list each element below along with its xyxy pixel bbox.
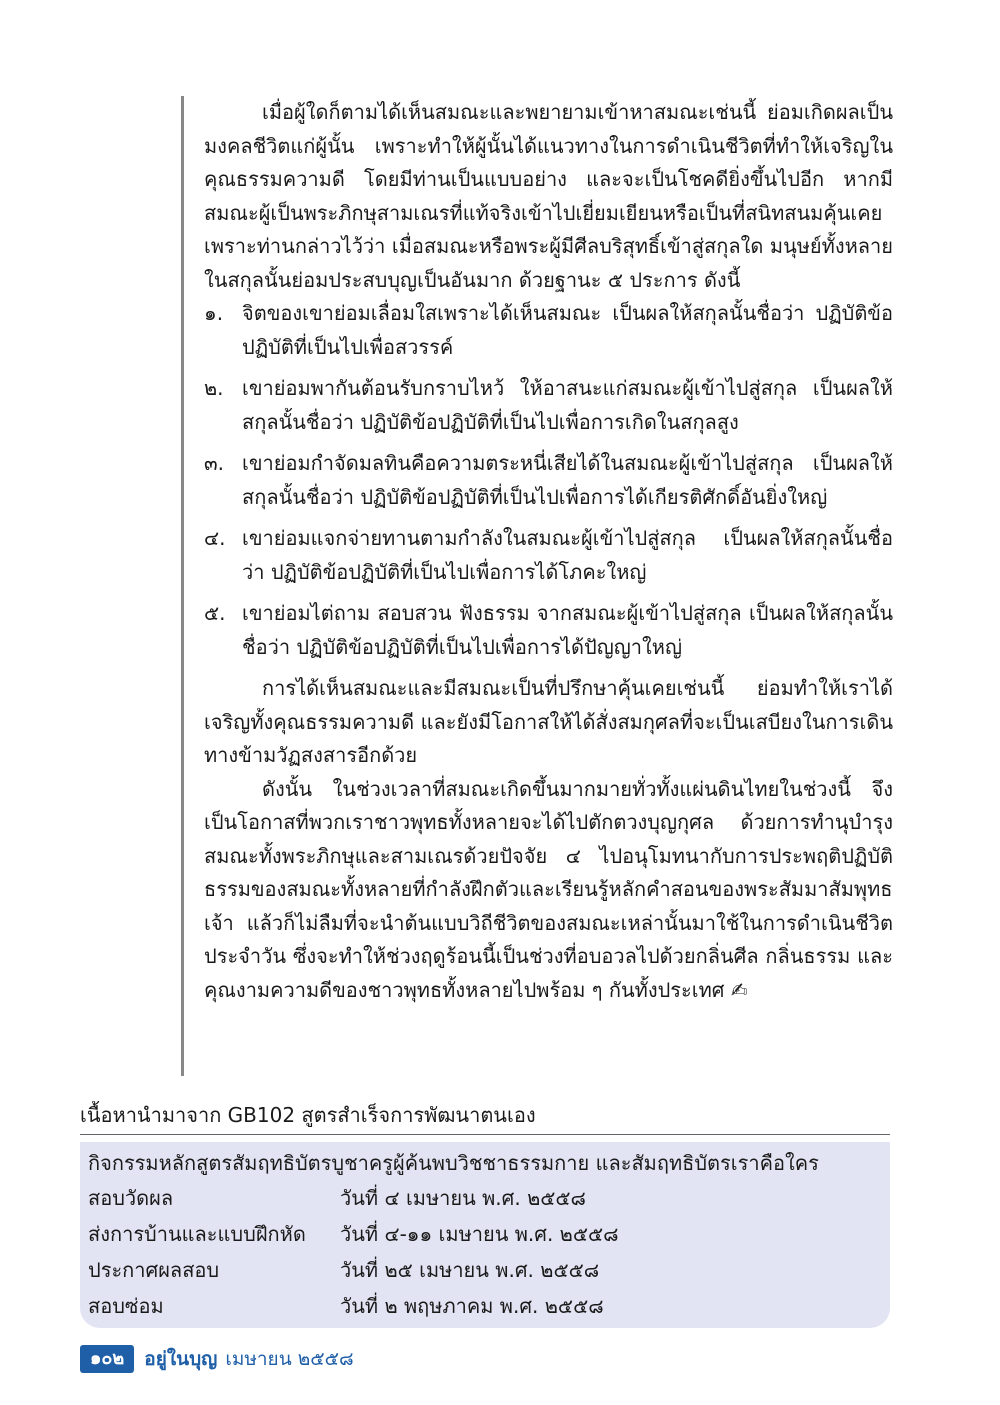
list-item-text: เขาย่อมแจกจ่ายทานตามกำลังในสมณะผู้เข้าไปสู่สกุล เป็นผลให้สกุลนั้นชื่อว่า ปฏิบัติข้อปฏิบัติที่เป็นไปเพื่อการได้โภคะใหญ่ <box>242 526 893 584</box>
article-body <box>181 96 893 1076</box>
schedule-title: กิจกรรมหลักสูตรสัมฤทธิบัตรบูชาครูผู้ค้นพบวิชชาธรรมกาย และสัมฤทธิบัตรเราคือใคร <box>88 1151 819 1175</box>
end-mark-icon: ✍ <box>730 977 748 1002</box>
list-item <box>204 297 893 364</box>
list-item-text: เขาย่อมพากันต้อนรับกราบไหว้ ให้อาสนะแก่สมณะผู้เข้าไปสู่สกุล เป็นผลให้สกุลนั้นชื่อว่า ปฏิบัติข้อปฏิบัติที่เป็นไปเพื่อการเกิดในสกุลสูง <box>242 376 893 434</box>
list-item-number: ๔. <box>204 526 226 550</box>
schedule-row <box>88 1288 882 1324</box>
schedule-box <box>80 1142 890 1328</box>
schedule-label: ส่งการบ้านและแบบฝึกหัด <box>88 1222 306 1246</box>
page-footer <box>80 1345 354 1373</box>
benefits-list <box>204 297 893 664</box>
schedule-row <box>88 1252 882 1288</box>
list-item-number: ๓. <box>204 451 225 475</box>
list-item-text: จิตของเขาย่อมเลื่อมใสเพราะได้เห็นสมณะ เป็นผลให้สกุลนั้นชื่อว่า ปฏิบัติข้อปฏิบัติที่เป็นไปเพื่อสวรรค์ <box>242 301 893 359</box>
schedule-label: สอบซ่อม <box>88 1294 164 1318</box>
schedule-row <box>88 1180 882 1216</box>
schedule-label: ประกาศผลสอบ <box>88 1258 220 1282</box>
paragraph-conclusion-text: ดังนั้น ในช่วงเวลาที่สมณะเกิดขึ้นมากมายทั่วทั้งแผ่นดินไทยในช่วงนี้ จึงเป็นโอกาสที่พวกเราชาวพุทธทั้งหลายจะได้ไปตักตวงบุญกุศล ด้วยการทำนุบำรุงสมณะทั้งพระภิกษุและสามเณรด้วยปัจจัย ๔ ไปอนุโมทนากับการประพฤติปฏิบัติธรรมของสมณะทั้งหลายที่กำลังฝึกตัวและเรียนรู้หลักคำสอนของพระสัมมาสัมพุทธเจ้า แล้วก็ไม่ลืมที่จะนำต้นแบบวิถีชีวิตของสมณะเหล่านั้นมาใช้ในการดำเนินชีวิตประจำวัน ซึ่งจะทำให้ช่วงฤดูร้อนนี้เป็นช่วงที่อบอวลไปด้วยกลิ่นศีล กลิ่นธรรม และคุณงามความดีของชาวพุทธทั้งหลายไปพร้อม ๆ กันทั้งประเทศ <box>204 776 893 1002</box>
magazine-name: อยู่ในบุญ <box>144 1348 218 1370</box>
page-number-badge: ๑๐๒ <box>80 1345 134 1373</box>
list-item <box>204 372 893 439</box>
schedule-date: วันที่ ๒๕ เมษายน พ.ศ. ๒๕๕๘ <box>340 1258 600 1282</box>
schedule-date: วันที่ ๔ เมษายน พ.ศ. ๒๕๕๘ <box>340 1186 586 1210</box>
schedule-date: วันที่ ๔-๑๑ เมษายน พ.ศ. ๒๕๕๘ <box>340 1222 619 1246</box>
list-item-number: ๕. <box>204 601 226 625</box>
list-item-text: เขาย่อมไต่ถาม สอบสวน ฟังธรรม จากสมณะผู้เข้าไปสู่สกุล เป็นผลให้สกุลนั้นชื่อว่า ปฏิบัติข้อปฏิบัติที่เป็นไปเพื่อการได้ปัญญาใหญ่ <box>242 601 893 659</box>
list-item-number: ๑. <box>204 301 224 325</box>
list-item <box>204 447 893 514</box>
source-note: เนื้อหานำมาจาก GB102 สูตรสำเร็จการพัฒนาตนเอง <box>80 1100 890 1135</box>
list-item <box>204 522 893 589</box>
paragraph-conclusion <box>204 773 893 1008</box>
paragraph-benefit: การได้เห็นสมณะและมีสมณะเป็นที่ปรึกษาคุ้นเคยเช่นนี้ ย่อมทำให้เราได้เจริญทั้งคุณธรรมความดี และยังมีโอกาสให้ได้สั่งสมกุศลที่จะเป็นเสบียงในการเดินทางข้ามวัฏสงสารอีกด้วย <box>204 676 893 767</box>
issue-date: เมษายน ๒๕๕๘ <box>225 1348 354 1370</box>
paragraph-intro: เมื่อผู้ใดก็ตามได้เห็นสมณะและพยายามเข้าหาสมณะเช่นนี้ ย่อมเกิดผลเป็นมงคลชีวิตแก่ผู้นั้น เพราะทำให้ผู้นั้นได้แนวทางในการดำเนินชีวิตที่ทำให้เจริญในคุณธรรมความดี โดยมีท่านเป็นแบบอย่าง และจะเป็นโชคดียิ่งขึ้นไปอีก หากมีสมณะผู้เป็นพระภิกษุสามเณรที่แท้จริงเข้าไปเยี่ยมเยียนหรือเป็นที่สนิทสนมคุ้นเคย เพราะท่านกล่าวไว้ว่า เมื่อสมณะหรือพระผู้มีศีลบริสุทธิ์เข้าสู่สกุลใด มนุษย์ทั้งหลายในสกุลนั้นย่อมประสบบุญเป็นอันมาก ด้วยฐานะ ๕ ประการ ดังนี้ <box>204 100 893 292</box>
schedule-date: วันที่ ๒ พฤษภาคม พ.ศ. ๒๕๕๘ <box>340 1294 604 1318</box>
schedule-row <box>88 1216 882 1252</box>
list-item <box>204 597 893 664</box>
list-item-number: ๒. <box>204 376 224 400</box>
list-item-text: เขาย่อมกำจัดมลทินคือความตระหนี่เสียได้ในสมณะผู้เข้าไปสู่สกุล เป็นผลให้สกุลนั้นชื่อว่า ปฏิบัติข้อปฏิบัติที่เป็นไปเพื่อการได้เกียรติศักดิ์อันยิ่งใหญ่ <box>242 451 893 509</box>
schedule-label: สอบวัดผล <box>88 1186 174 1210</box>
